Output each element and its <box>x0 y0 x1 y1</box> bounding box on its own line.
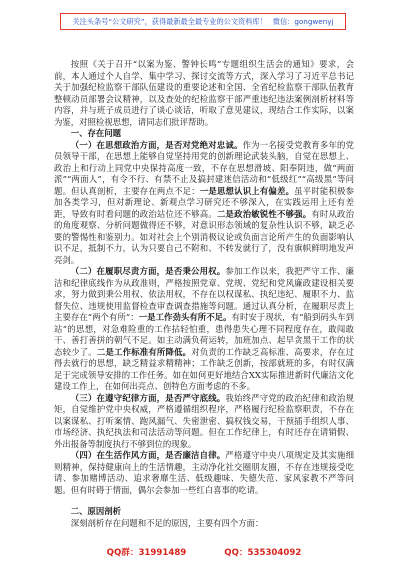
problem-item-ideology <box>54 140 354 267</box>
section-heading-causes: 二、原因剖析 <box>70 506 122 516</box>
problem-item-duty <box>54 266 354 393</box>
point-title: 二是政治敏锐性不够强。 <box>216 208 312 219</box>
problem-item-body: 参加工作以来，我把严守工作、廉洁和纪律底线作为从政准则，严格按照党章、党规、党纪和党风廉政建设相关要求，努力做到秉公用权、依法用权，不存在以权谋私、执纪违纪、履职不力、监督失位、违规使用监督检查审查调查措施等问题。通过认真分析，在履职尽责上主要存在“两个有所”： <box>54 266 355 322</box>
problem-item-discipline <box>54 393 354 451</box>
point-title: 二是工作标准有所降低。 <box>96 346 192 357</box>
qq-number-text: QQ：535304092 <box>224 548 302 558</box>
problem-item-title: （四）在生活作风方面，是否廉洁自律。 <box>70 450 226 460</box>
contact-footer <box>0 545 408 559</box>
problem-item-title: （三）在遵守纪律方面，是否严守底线。 <box>70 392 226 403</box>
problem-item-conduct <box>54 450 354 496</box>
problem-item-body: 严格遵守中央八项规定及其实施细则精神，保持健康向上的生活情趣，主动净化社交圈朋友圈，不存在违规接受吃请、参加赌博活动、追求奢靡生活、低级趣味、失德失范、家风家教不严等问题。但有时碍于情面，偶尔会参加一些红白喜事的吃请。 <box>54 450 355 495</box>
point-body: 对负责的工作缺乏高标准、高要求，存在过得去就行的思想，缺乏精益求精精神；工作缺乏创新，按部就班的多，有时仅满足于完成领导安排的工作任务。如在如何更好地结合XX实际推进新时代廉洁文化建设工作上，在如何出亮点、创特色方面考虑的不多。 <box>54 346 355 391</box>
point-title: 一是思想认识上有偏差。 <box>199 185 295 196</box>
qq-group-text: QQ群：31991489 <box>106 548 187 558</box>
banner-wechat-text: 微信：gongwenyj <box>272 16 334 26</box>
point-title: 一是工作劲头有所不足。 <box>138 312 232 322</box>
promo-banner <box>60 13 346 30</box>
point-body: 有时安于现状，有“船到码头车到站”的思想，对急难险重的工作拈轻怕重，患得患失心理不同程度存在，敢闯敢干、善打善拼的朝气不足。如主动满负荷运转，加班加点、起早贪黑干工作的状态较少了。 <box>54 312 355 357</box>
causes-intro-paragraph: 深刻剖析存在问题和不足的原因，主要有四个方面： <box>70 517 264 528</box>
problem-item-title: （二）在履职尽责方面，是否秉公用权。 <box>70 266 226 276</box>
point-body: 有时从政治的角度观察、分析问题做得还不够，对意识形态领域的复杂性认识不够，缺乏必要的警惕性和鉴别力。如对社会上个别消极议论或负面言论所产生的负面影响认识不足，抵制不力，认为只要自己不附和、不转发就行了，没有旗帜鲜明地发声亮剑。 <box>54 208 355 265</box>
problem-item-body: 作为一名接受党教育多年的党员领导干部，在思想上能够自觉坚持用党的创新理论武装头脑，自觉在思想上、政治上和行动上同党中央保持高度一致，不存在思想滑坡、阳奉阴违，做“两面派”“两面人”，有令不行、有禁不止及搞封建迷信活动和“低级红”“高级黑”等问题。但认真剖析，主要存在两点不足： <box>54 139 355 196</box>
problem-item-body: 我始终严守党的政治纪律和政治规矩，自觉维护党中央权威，严格遵循组织程序，严格履行纪检监察职责，不存在以案谋私、打听案情、跑风漏气、失密泄密、搞权钱交易，干预插手组织人事、市场经济、执纪执法和司法活动等问题。但在工作纪律上，有时还存在请销假、外出报备等制度执行不够到位的现象。 <box>54 392 355 449</box>
banner-promo-text: 关注头条号“公文研究”，获得最新最全最专业的公文资料库！ <box>72 16 267 26</box>
point-body: 虽平时能积极参加各类学习，但对新理论、新观点学习研究还不够深入，在实践运用上还有差距，导致有时看问题的政治站位还不够高。 <box>54 185 355 219</box>
problem-item-title: （一）在思想政治方面，是否对党绝对忠诚。 <box>70 139 243 150</box>
document-body <box>54 59 354 529</box>
intro-paragraph: 按照《关于召开“以案为鉴、警钟长鸣”专题组织生活会的通知》要求，会前，本人通过个人自学、集中学习、探讨交流等方式，深入学习了习近平总书记关于加强纪检监察干部队伍建设的重要论述和全国、全省纪检监察干部队伍教育整顿动员部署会议精神，以及查处的纪检监察干部严重违纪违法案例剖析材料等内容，并与班子成员进行了谈心谈话，听取了意见建议，现结合工作实际，以案为鉴，对照检视思想，请同志们批评帮助。 <box>54 59 354 127</box>
section-heading-problems: 一、存在问题 <box>70 128 122 138</box>
